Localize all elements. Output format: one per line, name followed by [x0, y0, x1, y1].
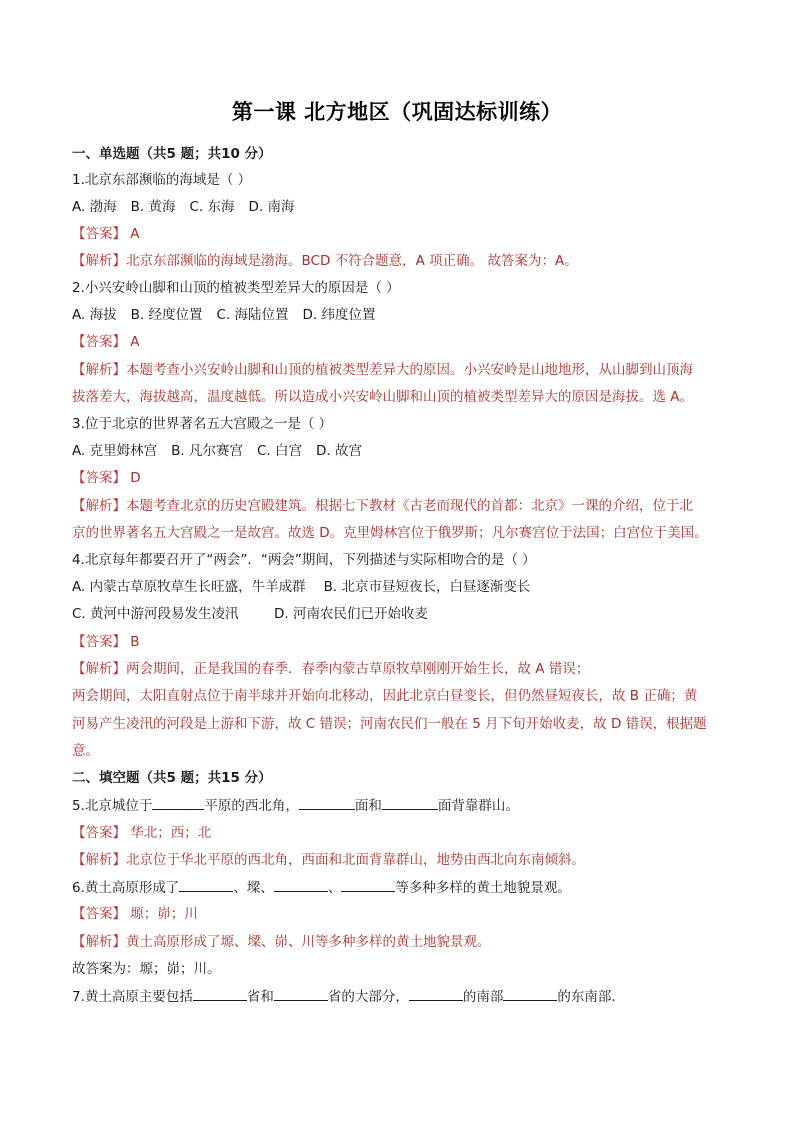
answer-tag: 【答案】 — [72, 906, 126, 922]
question-3-answer — [72, 469, 732, 487]
question-3-analysis — [72, 497, 732, 515]
section-heading-fill-blank: 二、填空题（共5 题；共15 分） — [72, 770, 272, 786]
stem-text: 、 — [327, 880, 342, 896]
question-4-answer — [72, 633, 732, 651]
question-3-analysis-cont: 京的世界著名五大宫殿之一是故宫。故选 D。克里姆林宫位于俄罗斯；凡尔赛宫位于法国；白宫位于美国。 — [72, 525, 708, 541]
option-c: C. 白宫 — [256, 443, 302, 459]
answer-blank — [274, 987, 328, 1001]
analysis-tag: 【解析】 — [72, 661, 126, 677]
answer-tag: 【答案】 — [72, 226, 126, 242]
stem-text: 平原的西北角， — [204, 798, 299, 814]
analysis-text: 两会期间，正是我国的春季．春季内蒙古草原牧草刚刚开始生长，故 A 错误； — [126, 661, 590, 677]
answer-tag: 【答案】 — [72, 825, 126, 841]
option-b: B. 北京市昼短夜长，白昼逐渐变长 — [323, 579, 531, 595]
option-d: D. 河南农民们已开始收麦 — [274, 606, 428, 622]
answer-blank — [193, 987, 247, 1001]
question-4-stem: 4.北京每年都要召开了“两会”．“两会”期间，下列描述与实际相吻合的是（ ） — [72, 552, 536, 568]
analysis-tag: 【解析】 — [72, 852, 126, 868]
answer-value: B — [130, 634, 140, 650]
option-a: A. 渤海 — [72, 199, 117, 215]
answer-blank — [274, 878, 328, 892]
answer-value: 塬；峁；川 — [130, 906, 198, 922]
question-1-stem: 1.北京东部濒临的海域是（ ） — [72, 172, 252, 188]
question-1-options — [72, 198, 732, 216]
stem-text: 的南部 — [462, 989, 504, 1005]
question-1-answer — [72, 225, 732, 243]
page-title: 第一课 北方地区（巩固达标训练） — [231, 99, 563, 124]
answer-blank — [382, 796, 438, 810]
analysis-tag: 【解析】 — [72, 934, 126, 950]
answer-value: A — [130, 334, 140, 350]
question-4-analysis-line-4: 意。 — [72, 743, 99, 759]
answer-tag: 【答案】 — [72, 470, 126, 486]
analysis-text: 北京位于华北平原的西北角，西面和北面背靠群山，地势由西北向东南倾斜。 — [126, 852, 585, 868]
answer-tag: 【答案】 — [72, 634, 126, 650]
analysis-text: 黄土高原形成了塬、墚、峁、川等多种多样的黄土地貌景观。 — [126, 934, 491, 950]
option-d: D. 南海 — [248, 199, 295, 215]
answer-blank — [409, 987, 463, 1001]
question-4-options-row-1 — [72, 578, 732, 596]
question-2-answer — [72, 333, 732, 351]
stem-text: 等多种多样的黄土地貌景观。 — [395, 880, 571, 896]
analysis-tag: 【解析】 — [72, 253, 126, 269]
stem-text: 省的大部分， — [327, 989, 409, 1005]
answer-blank — [341, 878, 395, 892]
stem-text: 5.北京城位于 — [72, 798, 153, 814]
question-2-analysis-cont: 拔落差大，海拔越高，温度越低。所以造成小兴安岭山脚和山顶的植被类型差异大的原因是海拔。选 A。 — [72, 389, 694, 405]
section-heading-single-choice: 一、单选题（共5 题；共10 分） — [72, 146, 272, 162]
option-d: D. 故宫 — [315, 443, 362, 459]
stem-text: 面和 — [354, 798, 382, 814]
stem-text: 、墚、 — [233, 880, 274, 896]
question-3-options — [72, 442, 732, 460]
question-4-analysis-line-3: 河易产生凌汛的河段是上游和下游，故 C 错误；河南农民们一般在 5 月下旬开始收麦，故 D 错误，根据题 — [72, 716, 707, 732]
question-4-analysis — [72, 660, 732, 678]
option-b: B. 经度位置 — [130, 307, 203, 323]
option-c: C. 海陆位置 — [216, 307, 289, 323]
answer-blank — [152, 796, 204, 810]
question-3-stem: 3.位于北京的世界著名五大宫殿之一是（ ） — [72, 416, 333, 432]
option-a: A. 海拔 — [72, 307, 117, 323]
question-6-stem — [72, 878, 732, 897]
answer-value: 华北；西；北 — [130, 825, 212, 841]
question-4-options-row-2 — [72, 605, 732, 623]
stem-text: 6.黄土高原形成了 — [72, 880, 180, 896]
answer-tag: 【答案】 — [72, 334, 126, 350]
option-b: B. 黄海 — [130, 199, 176, 215]
answer-blank — [299, 796, 355, 810]
analysis-tag: 【解析】 — [72, 362, 126, 378]
question-2-options — [72, 306, 732, 324]
answer-blank — [179, 878, 233, 892]
answer-blank — [503, 987, 557, 1001]
question-4-analysis-line-2: 两会期间，太阳直射点位于南半球并开始向北移动，因此北京白昼变长，但仍然昼短夜长，故 B 正确；黄 — [72, 688, 698, 704]
question-5-stem — [72, 796, 732, 815]
option-d: D. 纬度位置 — [302, 307, 376, 323]
question-6-answer — [72, 905, 732, 923]
analysis-tag: 【解析】 — [72, 498, 126, 514]
question-2-analysis — [72, 361, 732, 379]
question-5-answer — [72, 824, 732, 842]
question-2-stem: 2.小兴安岭山脚和山顶的植被类型差异大的原因是（ ） — [72, 280, 400, 296]
question-6-conclusion: 故答案为：塬；峁；川。 — [72, 961, 221, 977]
answer-value: A — [130, 226, 140, 242]
option-a: A. 内蒙古草原牧草生长旺盛，牛羊成群 — [72, 579, 306, 595]
option-c: C. 黄河中游河段易发生凌汛 — [72, 606, 239, 622]
option-c: C. 东海 — [189, 199, 235, 215]
analysis-text: 本题考查北京的历史宫殿建筑。根据七下教材《古老而现代的首都：北京》一课的介绍，位于北 — [126, 498, 693, 514]
stem-text: 省和 — [246, 989, 274, 1005]
option-a: A. 克里姆林宫 — [72, 443, 158, 459]
answer-value: D — [130, 470, 141, 486]
stem-text: 面背靠群山。 — [437, 798, 519, 814]
analysis-text: 北京东部濒临的海域是渤海。BCD 不符合题意，A 项正确。 故答案为：A。 — [126, 253, 578, 269]
option-b: B. 凡尔赛宫 — [171, 443, 243, 459]
stem-text: 7.黄土高原主要包括 — [72, 989, 193, 1005]
analysis-text: 本题考查小兴安岭山脚和山顶的植被类型差异大的原因。小兴安岭是山地地形，从山脚到山顶海 — [126, 362, 693, 378]
question-7-stem — [72, 987, 732, 1006]
stem-text: 的东南部． — [557, 989, 625, 1005]
question-6-analysis — [72, 933, 732, 951]
question-1-analysis — [72, 252, 732, 270]
question-5-analysis — [72, 851, 732, 869]
